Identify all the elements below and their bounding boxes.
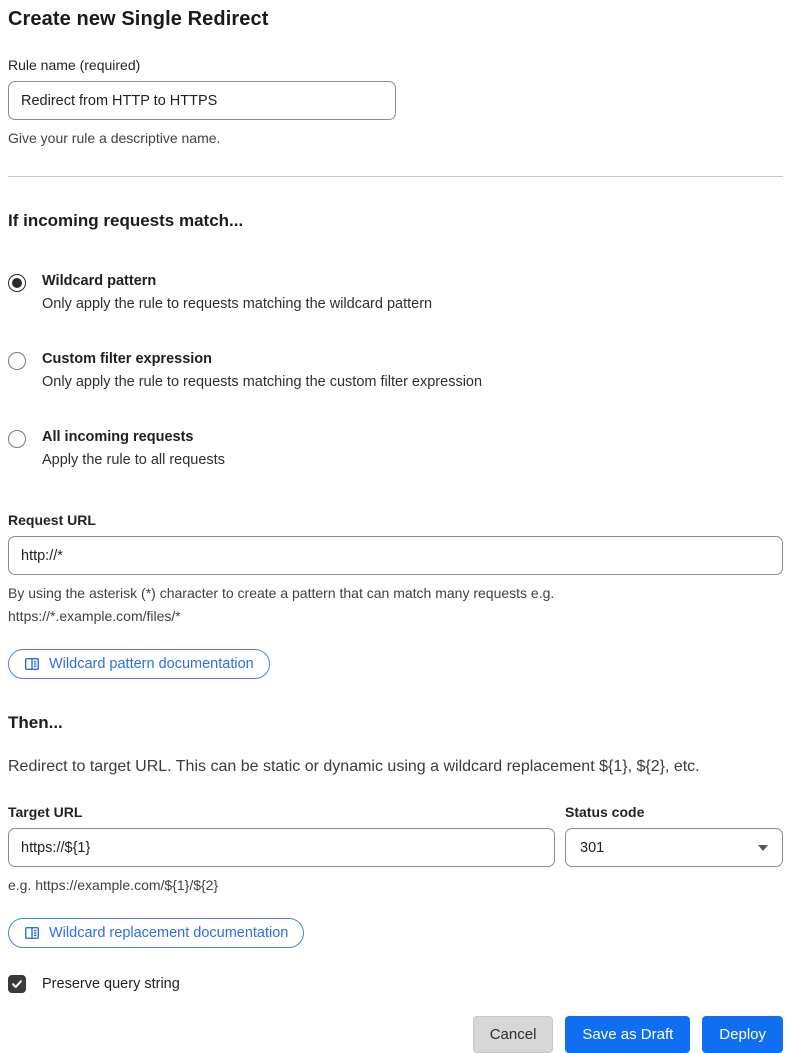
radio-icon[interactable]	[8, 274, 26, 292]
radio-icon[interactable]	[8, 352, 26, 370]
rule-name-field	[8, 57, 783, 150]
book-open-icon	[24, 925, 40, 941]
preserve-query-checkbox[interactable]	[8, 975, 26, 993]
request-url-help-line1: By using the asterisk (*) character to create a pattern that can match many requests e.g.	[8, 585, 555, 601]
status-code-select[interactable]	[565, 828, 783, 867]
target-url-field	[8, 804, 555, 897]
match-section-heading: If incoming requests match...	[8, 211, 244, 230]
request-url-label: Request URL	[8, 512, 96, 528]
target-url-input[interactable]	[8, 828, 555, 867]
target-url-help: e.g. https://example.com/${1}/${2}	[8, 877, 219, 893]
chevron-down-icon	[758, 845, 768, 851]
radio-option-description: Only apply the rule to requests matching the wildcard pattern	[42, 296, 433, 312]
request-url-input[interactable]	[8, 536, 783, 575]
then-section-description: Redirect to target URL. This can be static or dynamic using a wildcard replacement ${1}, ${2}, etc.	[8, 758, 700, 775]
rule-name-label: Rule name (required)	[8, 57, 141, 73]
request-url-field	[8, 512, 783, 679]
match-options-radio-group	[8, 273, 783, 468]
radio-option-all-incoming-requests[interactable]	[8, 429, 783, 468]
radio-option-description: Only apply the rule to requests matching the custom filter expression	[42, 374, 483, 390]
cancel-button[interactable]: Cancel	[473, 1016, 554, 1053]
check-icon	[11, 978, 23, 990]
then-section-heading: Then...	[8, 713, 63, 732]
status-code-label: Status code	[565, 804, 645, 820]
radio-option-label: All incoming requests	[42, 429, 194, 445]
target-url-label: Target URL	[8, 804, 83, 820]
save-as-draft-button[interactable]: Save as Draft	[565, 1016, 690, 1053]
create-single-redirect-form	[8, 8, 783, 1053]
status-code-selected-value: 301	[580, 839, 605, 856]
section-divider	[8, 176, 783, 177]
radio-option-wildcard-pattern[interactable]	[8, 273, 783, 312]
preserve-query-string-row[interactable]	[8, 975, 783, 993]
doc-button-label: Wildcard pattern documentation	[49, 656, 254, 672]
radio-option-custom-filter-expression[interactable]	[8, 351, 783, 390]
preserve-query-label: Preserve query string	[42, 976, 180, 992]
radio-option-description: Apply the rule to all requests	[42, 452, 225, 468]
status-code-field	[565, 804, 783, 897]
book-open-icon	[24, 656, 40, 672]
request-url-help-line2: https://*.example.com/files/*	[8, 608, 181, 624]
rule-name-help: Give your rule a descriptive name.	[8, 130, 221, 146]
page-title: Create new Single Redirect	[8, 8, 269, 30]
wildcard-pattern-documentation-button[interactable]	[8, 649, 270, 679]
deploy-button[interactable]: Deploy	[702, 1016, 783, 1053]
form-action-bar	[8, 1016, 783, 1053]
target-and-status-row	[8, 804, 783, 897]
request-url-help	[8, 582, 783, 628]
wildcard-replacement-documentation-button[interactable]	[8, 918, 304, 948]
rule-name-input[interactable]	[8, 81, 396, 120]
radio-icon[interactable]	[8, 430, 26, 448]
radio-option-label: Custom filter expression	[42, 351, 213, 367]
radio-option-label: Wildcard pattern	[42, 273, 157, 289]
doc-button-label: Wildcard replacement documentation	[49, 925, 289, 941]
